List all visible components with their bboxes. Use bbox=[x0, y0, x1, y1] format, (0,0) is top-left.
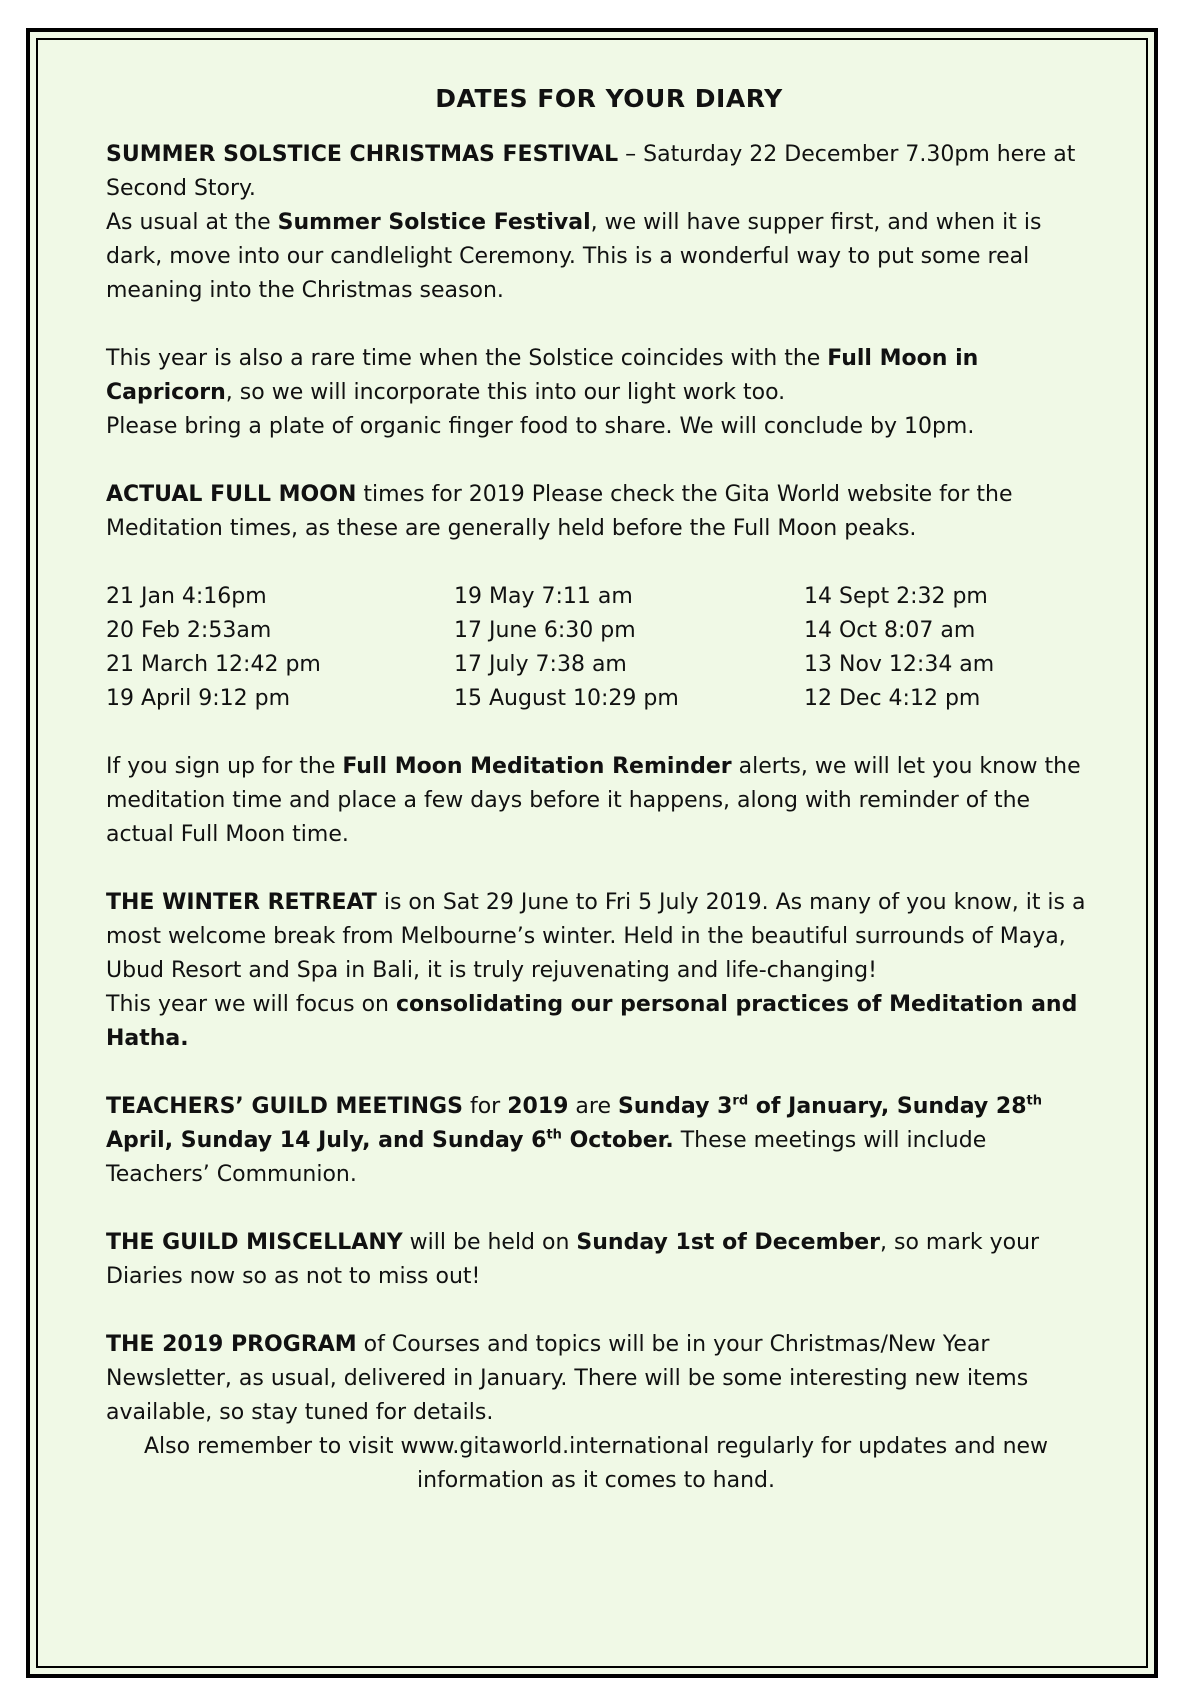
moon-date: 13 Nov 12:34 am bbox=[804, 652, 995, 677]
misc-heading: THE GUILD MISCELLANY bbox=[106, 1230, 403, 1255]
closing-note: Also remember to visit www.gitaworld.international regularly for updates and new information as it comes to hand. bbox=[143, 1434, 1049, 1493]
moon-date: 21 Jan 4:16pm bbox=[106, 584, 267, 609]
full-moon-reminder: If you sign up for the Full Moon Meditation Reminder alerts, we will let you know the meditation time and place a few days before it happens, along with reminder of the actual Full Moon time. bbox=[106, 754, 1081, 847]
moon-date: 19 April 9:12 pm bbox=[106, 686, 291, 711]
full-moon-heading: ACTUAL FULL MOON bbox=[106, 482, 357, 507]
winter-retreat: THE WINTER RETREAT is on Sat 29 June to Fri 5 July 2019. As many of you know, it is a most welcome break from Melbourne’s winter. Held in the beautiful surrounds of Maya, Ubud Resort and Spa in Bali, it is truly rejuvenating and life-changing! bbox=[106, 890, 1086, 983]
solstice-full-moon-note: This year is also a rare time when the Solstice coincides with the Full Moon in Capricorn, so we will incorporate this into our light work too. bbox=[106, 346, 979, 405]
moon-date: 14 Oct 8:07 am bbox=[804, 618, 976, 643]
moon-date: 20 Feb 2:53am bbox=[106, 618, 272, 643]
full-moon-intro: ACTUAL FULL MOON times for 2019 Please check the Gita World website for the Meditation times, as these are generally held before the Full Moon peaks. bbox=[106, 482, 1013, 541]
moon-date: 14 Sept 2:32 pm bbox=[804, 584, 988, 609]
full-moon-dates-grid bbox=[106, 580, 1086, 716]
moon-date: 21 March 12:42 pm bbox=[106, 652, 321, 677]
solstice-food-note: Please bring a plate of organic finger food to share. We will conclude by 10pm. bbox=[106, 414, 975, 439]
winter-focus: This year we will focus on consolidating our personal practices of Meditation and Hatha. bbox=[106, 992, 1078, 1051]
solstice-intro: SUMMER SOLSTICE CHRISTMAS FESTIVAL – Saturday 22 December 7.30pm here at Second Story. bbox=[106, 142, 1076, 201]
solstice-heading: SUMMER SOLSTICE CHRISTMAS FESTIVAL bbox=[106, 142, 619, 167]
moon-date: 12 Dec 4:12 pm bbox=[804, 686, 981, 711]
solstice-description: As usual at the Summer Solstice Festival, we will have supper first, and when it is dark, move into our candlelight Ceremony. This is a wonderful way to put some real meaning into the Christmas season. bbox=[106, 210, 1042, 303]
winter-heading: THE WINTER RETREAT bbox=[106, 890, 377, 915]
page-content bbox=[106, 82, 1086, 1498]
moon-date: 15 August 10:29 pm bbox=[454, 686, 679, 711]
guild-miscellany: THE GUILD MISCELLANY will be held on Sunday 1st of December, so mark your Diaries now so as not to miss out! bbox=[106, 1230, 1040, 1289]
moon-date: 19 May 7:11 am bbox=[454, 584, 633, 609]
program-note: THE 2019 PROGRAM of Courses and topics will be in your Christmas/New Year Newsletter, as usual, delivered in January. There will be some interesting new items available, so stay tuned for details. bbox=[106, 1332, 1029, 1425]
moon-date: 17 July 7:38 am bbox=[454, 652, 627, 677]
guild-heading: TEACHERS’ GUILD MEETINGS bbox=[106, 1094, 463, 1119]
page-title: DATES FOR YOUR DIARY bbox=[435, 84, 783, 113]
guild-meetings: TEACHERS’ GUILD MEETINGS for 2019 are Sunday 3rd of January, Sunday 28th April, Sunday 14 July, and Sunday 6th October. These meetings will include Teachers’ Communion. bbox=[106, 1093, 1043, 1187]
newsletter-page bbox=[26, 28, 1158, 1678]
program-heading: THE 2019 PROGRAM bbox=[106, 1332, 357, 1357]
moon-date: 17 June 6:30 pm bbox=[454, 618, 636, 643]
